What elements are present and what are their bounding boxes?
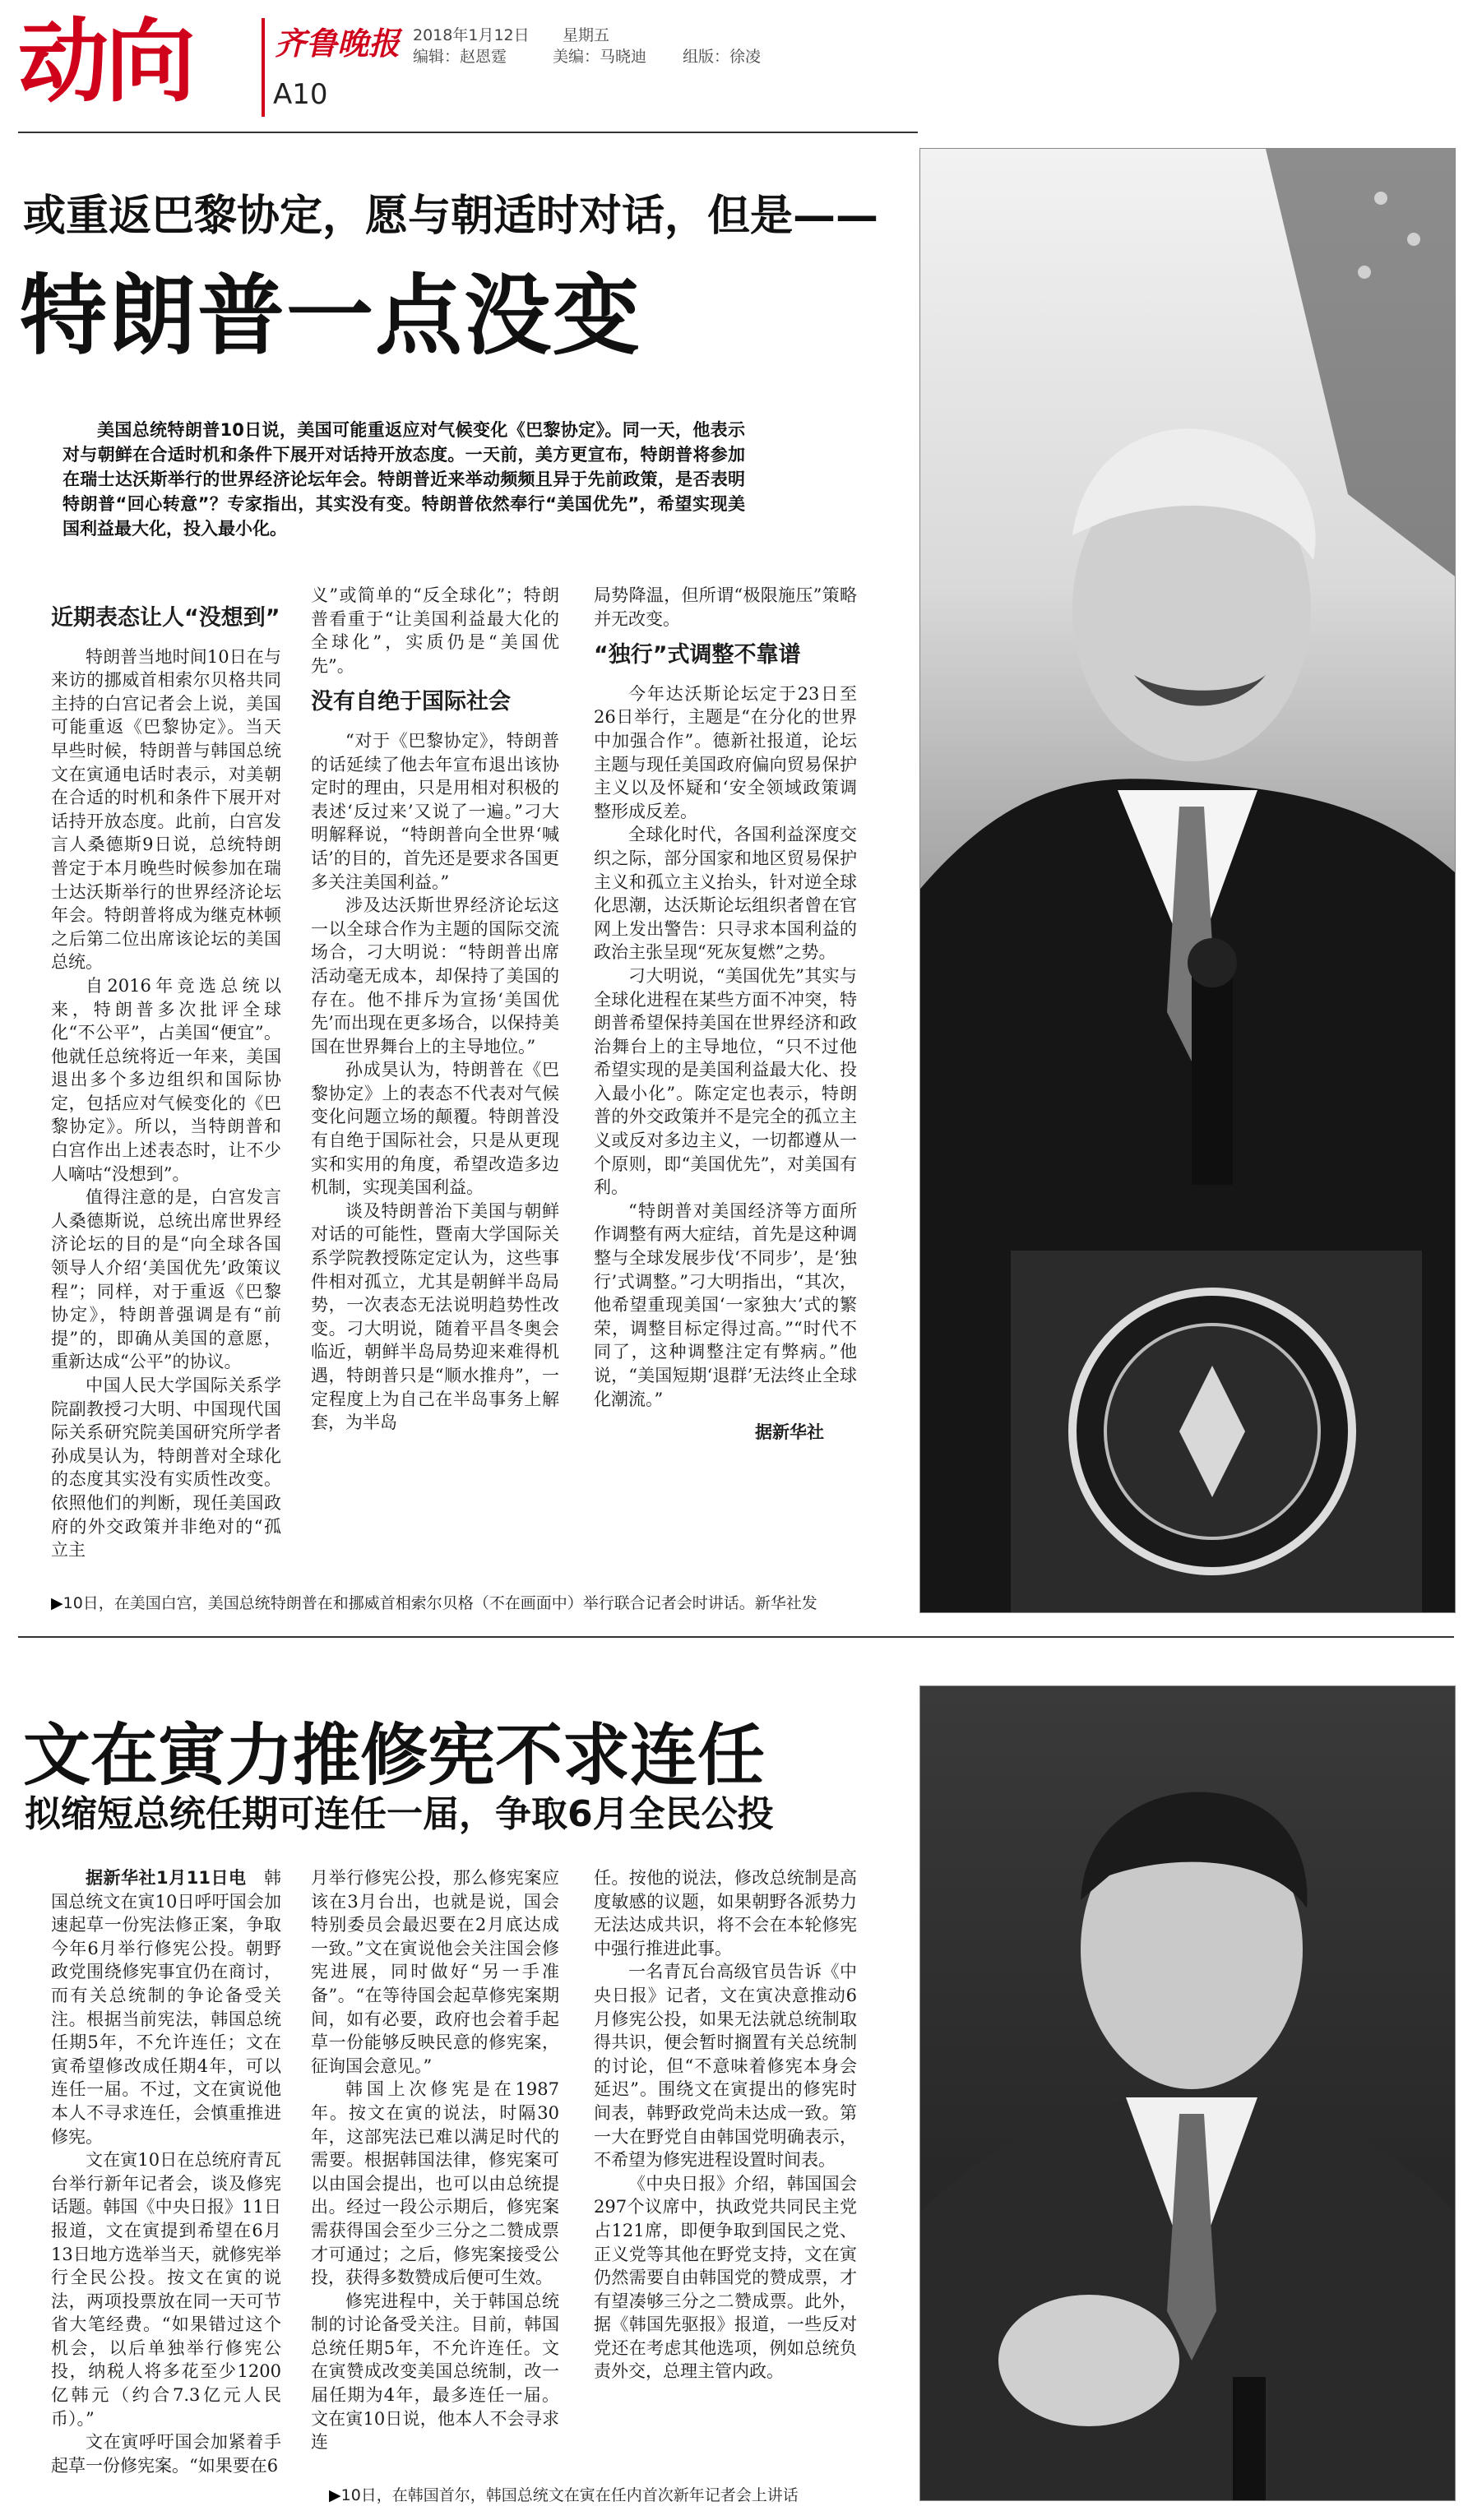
subhead: 近期表态让人“没想到” — [51, 605, 280, 631]
story-divider — [18, 1636, 1454, 1638]
story2-headline: 文在寅力推修宪不求连任 — [23, 1717, 766, 1795]
issue-weekday: 星期五 — [563, 26, 610, 44]
paragraph: 任。按他的说法，修改总统制是高度敏感的议题，如果朝野各派势力无法达成共识，将不会在本轮修宪中强行推进此事。 — [594, 1868, 857, 1958]
paragraph: 义”或简单的“反全球化”；特朗普看重于“让美国利益最大化的全球化”，实质仍是“美国优先”。 — [311, 585, 559, 676]
paragraph: 韩国上次修宪是在1987年。按文在寅的说法，时隔30年，这部宪法已难以满足时代的需要。根据韩国法律，修宪案可以由国会提出，也可以由总统提出。经过一段公示期后，修宪案需获得国会至少三分之二赞成票才可通过；之后，修宪案接受公投，获得多数赞成后便可生效。 — [311, 2079, 559, 2288]
story1-column-3 — [594, 584, 857, 1445]
story2-column-2 — [311, 1866, 559, 2454]
paragraph: 涉及达沃斯世界经济论坛这一以全球合作为主题的国际交流场合，刁大明说：“特朗普出席活动毫无成本，却保持了美国的存在。他不排斥为宣扬‘美国优先’而出现在更多场合，以保持美国在世界舞台上的主导地位。” — [311, 895, 559, 1057]
photo-caption-1 — [51, 1591, 817, 1613]
paragraph: 谈及特朗普治下美国与朝鲜对话的可能性，暨南大学国际关系学院教授陈定定认为，这些事件相对孤立，尤其是朝鲜半岛局势，一次表态无法说明趋势性改变。刁大明说，随着平昌冬奥会临近，朝鲜半岛局势迎来难得机遇，特朗普只是“顺水推舟”，一定程度上为自己在半岛事务上解套，为半岛 — [311, 1200, 559, 1433]
section-title: 动向 — [18, 9, 192, 114]
paragraph: 自2016年竞选总统以来，特朗普多次批评全球化“不公平”，占美国“便宜”。他就任总统将近一年来，美国退出多个多边组织和国际协定，包括应对气候变化的《巴黎协定》。所以，当特朗普和白宫作出上述表态时，让不少人嘀咕“没想到”。 — [51, 975, 281, 1184]
moon-photo-illustration — [920, 1686, 1455, 2500]
paragraph: “特朗普对美国经济等方面所作调整有两大症结，首先是这种调整与全球发展步伐‘不同步’，是‘独行’式调整。”刁大明指出，“其次，他希望重现美国‘一家独大’式的繁荣，调整目标定得过高。”“时代不同了，这种调整注定有弊病。”他说，“美国短期‘退群’无法终止全球化潮流。” — [594, 1200, 857, 1409]
caption-text: 10日，在美国白宫，美国总统特朗普在和挪威首相索尔贝格（不在画面中）举行联合记者会时讲话。新华社发 — [63, 1594, 817, 1612]
subhead: 没有自绝于国际社会 — [311, 689, 511, 715]
paragraph: 中国人民大学国际关系学院副教授刁大明、中国现代国际关系研究院美国研究所学者孙成昊认为，特朗普对全球化的态度其实没有实质性改变。依照他们的判断，现任美国政府的外交政策并非绝对的“孤立主 — [51, 1376, 281, 1561]
paragraph: 今年达沃斯论坛定于23日至26日举行，主题是“在分化的世界中加强合作”。德新社报道，论坛主题与现任美国政府偏向贸易保护主义以及怀疑和‘安全领域政策调整形成反差。 — [594, 683, 857, 821]
paragraph: 文在寅呼吁国会加紧着手起草一份修宪案。“如果要在6 — [51, 2432, 281, 2476]
trump-photo — [919, 148, 1456, 1613]
newspaper-logo: 齐鲁晚报 — [262, 18, 400, 117]
paragraph: “对于《巴黎协定》，特朗普的话延续了他去年宣布退出该协定时的理由，只是用相对积极的表述‘反过来’又说了一遍。”刁大明解释说，“特朗普向全世界‘喊话’的目的，首先还是要求各国更多关注美国利益。” — [311, 730, 559, 892]
paragraph: 局势降温，但所谓“极限施压”策略并无改变。 — [594, 585, 857, 629]
trump-photo-illustration — [920, 149, 1455, 1612]
story1-deck: 或重返巴黎协定，愿与朝适时对话，但是—— — [23, 192, 879, 241]
paragraph: 孙成昊认为，特朗普在《巴黎协定》上的表态不代表对气候变化问题立场的颠覆。特朗普没有自绝于国际社会，只是从更现实和实用的角度，希望改造多边机制，实现美国利益。 — [311, 1060, 559, 1198]
story1-lead: 美国总统特朗普10日说，美国可能重返应对气候变化《巴黎协定》。同一天，他表示对与朝鲜在合适时机和条件下展开对话持开放态度。一天前，美方更宣布，特朗普将参加在瑞士达沃斯举行的世界经济论坛年会。特朗普近来举动频频且异于先前政策，是否表明特朗普“回心转意”？专家指出，其实没有变。特朗普依然奉行“美国优先”，希望实现美国利益最大化，投入最小化。 — [63, 420, 745, 539]
story1-column-2 — [311, 584, 559, 1435]
paragraph: 一名青瓦台高级官员告诉《中央日报》记者，文在寅决意推动6月修宪公投，如果无法就总统制取得共识，便会暂时搁置有关总统制的讨论，但“不意味着修宪本身会延迟”。围绕文在寅提出的修宪时间表，韩野政党尚未达成一致。第一大在野党自由韩国党明确表示，不希望为修宪进程设置时间表。 — [594, 1962, 857, 2171]
subhead: “独行”式调整不靠谱 — [594, 642, 801, 668]
moon-photo — [919, 1685, 1456, 2501]
triangle-right-icon: ▶ — [329, 2486, 341, 2504]
proof-credit: 组版：徐凌 — [683, 48, 762, 66]
dateline: 据新华社1月11日电 — [86, 1868, 247, 1888]
story1-column-1 — [51, 594, 281, 1562]
paragraph: 值得注意的是，白宫发言人桑德斯说，总统出席世界经济论坛的目的是“向全球各国领导人介绍‘美国优先’政策议程”；同样，对于重返《巴黎协定》，特朗普强调是有“前提”的，即确从美国的意愿，重新达成“公平”的协议。 — [51, 1187, 281, 1372]
paragraph: 《中央日报》介绍，韩国国会297个议席中，执政党共同民主党占121席，即便争取到国民之党、正义党等其他在野党支持，文在寅仍然需要自由韩国党的赞成票，才有望凑够三分之二赞成票。此外，据《韩国先驱报》报道，一些反对党还在考虑其他选项，例如总统负责外交，总理主管内政。 — [594, 2173, 857, 2382]
story2-deck: 拟缩短总统任期可连任一届，争取6月全民公投 — [25, 1793, 774, 1835]
designer-credit: 美编：马晓迪 — [553, 48, 647, 66]
issue-date: 2018年1月12日 — [413, 26, 530, 44]
paragraph: 月举行修宪公投，那么修宪案应该在3月台出，也就是说，国会特别委员会最迟要在2月底达成一致。”文在寅说他会关注国会修宪进展，同时做好“另一手准备”。“在等待国会起草修宪案期间，如有必要，政府也会着手起草一份能够反映民意的修宪案，征询国会意见。” — [311, 1868, 559, 2076]
paragraph: 全球化时代，各国利益深度交织之际，部分国家和地区贸易保护主义和孤立主义抬头，针对逆全球化思潮，达沃斯论坛组织者曾在官网上发出警告：只寻求本国利益的政治主张呈现“死灰复燃”之势。 — [594, 825, 857, 963]
paragraph-text: 韩国总统文在寅10日呼吁国会加速起草一份宪法修正案，争取今年6月举行修宪公投。朝野政党围绕修宪事宜仍在商讨，而有关总统制的争论备受关注。根据当前宪法，韩国总统任期5年，不允许连任；文在寅希望修改成任期4年，可以连任一届。不过，文在寅说他本人不寻求连任，会慎重推进修宪。 — [51, 1868, 281, 2147]
page-number: A10 — [273, 78, 328, 111]
paragraph: 特朗普当地时间10日在与来访的挪威首相索尔贝格共同主持的白宫记者会上说，美国可能重返《巴黎协定》。当天早些时候，特朗普与韩国总统文在寅通电话时表示，对美朝在合适的时机和条件下展开对话持开放态度。此前，白宫发言人桑德斯9日说，总统特朗普定于本月晚些时候参加在瑞士达沃斯举行的世界经济论坛年会。特朗普将成为继克林顿之后第二位出席该论坛的美国总统。 — [51, 646, 281, 973]
story1-headline: 特朗普一点没变 — [20, 266, 641, 367]
paragraph — [51, 1866, 281, 2148]
paragraph: 修宪进程中，关于韩国总统制的讨论备受关注。目前，韩国总统任期5年，不允许连任。文在寅赞成改变美国总统制，改一届任期为4年，最多连任一届。文在寅10日说，他本人不会寻求连 — [311, 2291, 559, 2453]
source-credit: 据新华社 — [755, 1422, 824, 1443]
triangle-right-icon: ▶ — [51, 1594, 63, 1612]
editor-credit: 编辑：赵恩霆 — [413, 48, 507, 66]
masthead-rule — [18, 132, 918, 133]
story2-column-1 — [51, 1866, 281, 2477]
paragraph: 文在寅10日在总统府青瓦台举行新年记者会，谈及修宪话题。韩国《中央日报》11日报道，文在寅提到希望在6月13日地方选举当天，就修宪举行全民公投。按文在寅的说法，两项投票放在同一天可节省大笔经费。“如果错过这个机会，以后单独举行修宪公投，纳税人将多花至少1200亿韩元（约合7.3亿元人民币）。” — [51, 2150, 281, 2429]
paragraph: 刁大明说，“美国优先”其实与全球化进程在某些方面不冲突，特朗普希望保持美国在世界经济和政治舞台上的主导地位，“只不过他希望实现的是美国利益最大化、投入最小化”。陈定定也表示，特朗普的外交政策并不是完全的孤立主义或反对多边主义，一切都遵从一个原则，即“美国优先”，对美国有利。 — [594, 965, 857, 1198]
photo-caption-2 — [329, 2483, 799, 2505]
story2-column-3 — [594, 1866, 857, 2384]
caption-text: 10日，在韩国首尔，韩国总统文在寅在任内首次新年记者会上讲话 — [340, 2486, 799, 2504]
